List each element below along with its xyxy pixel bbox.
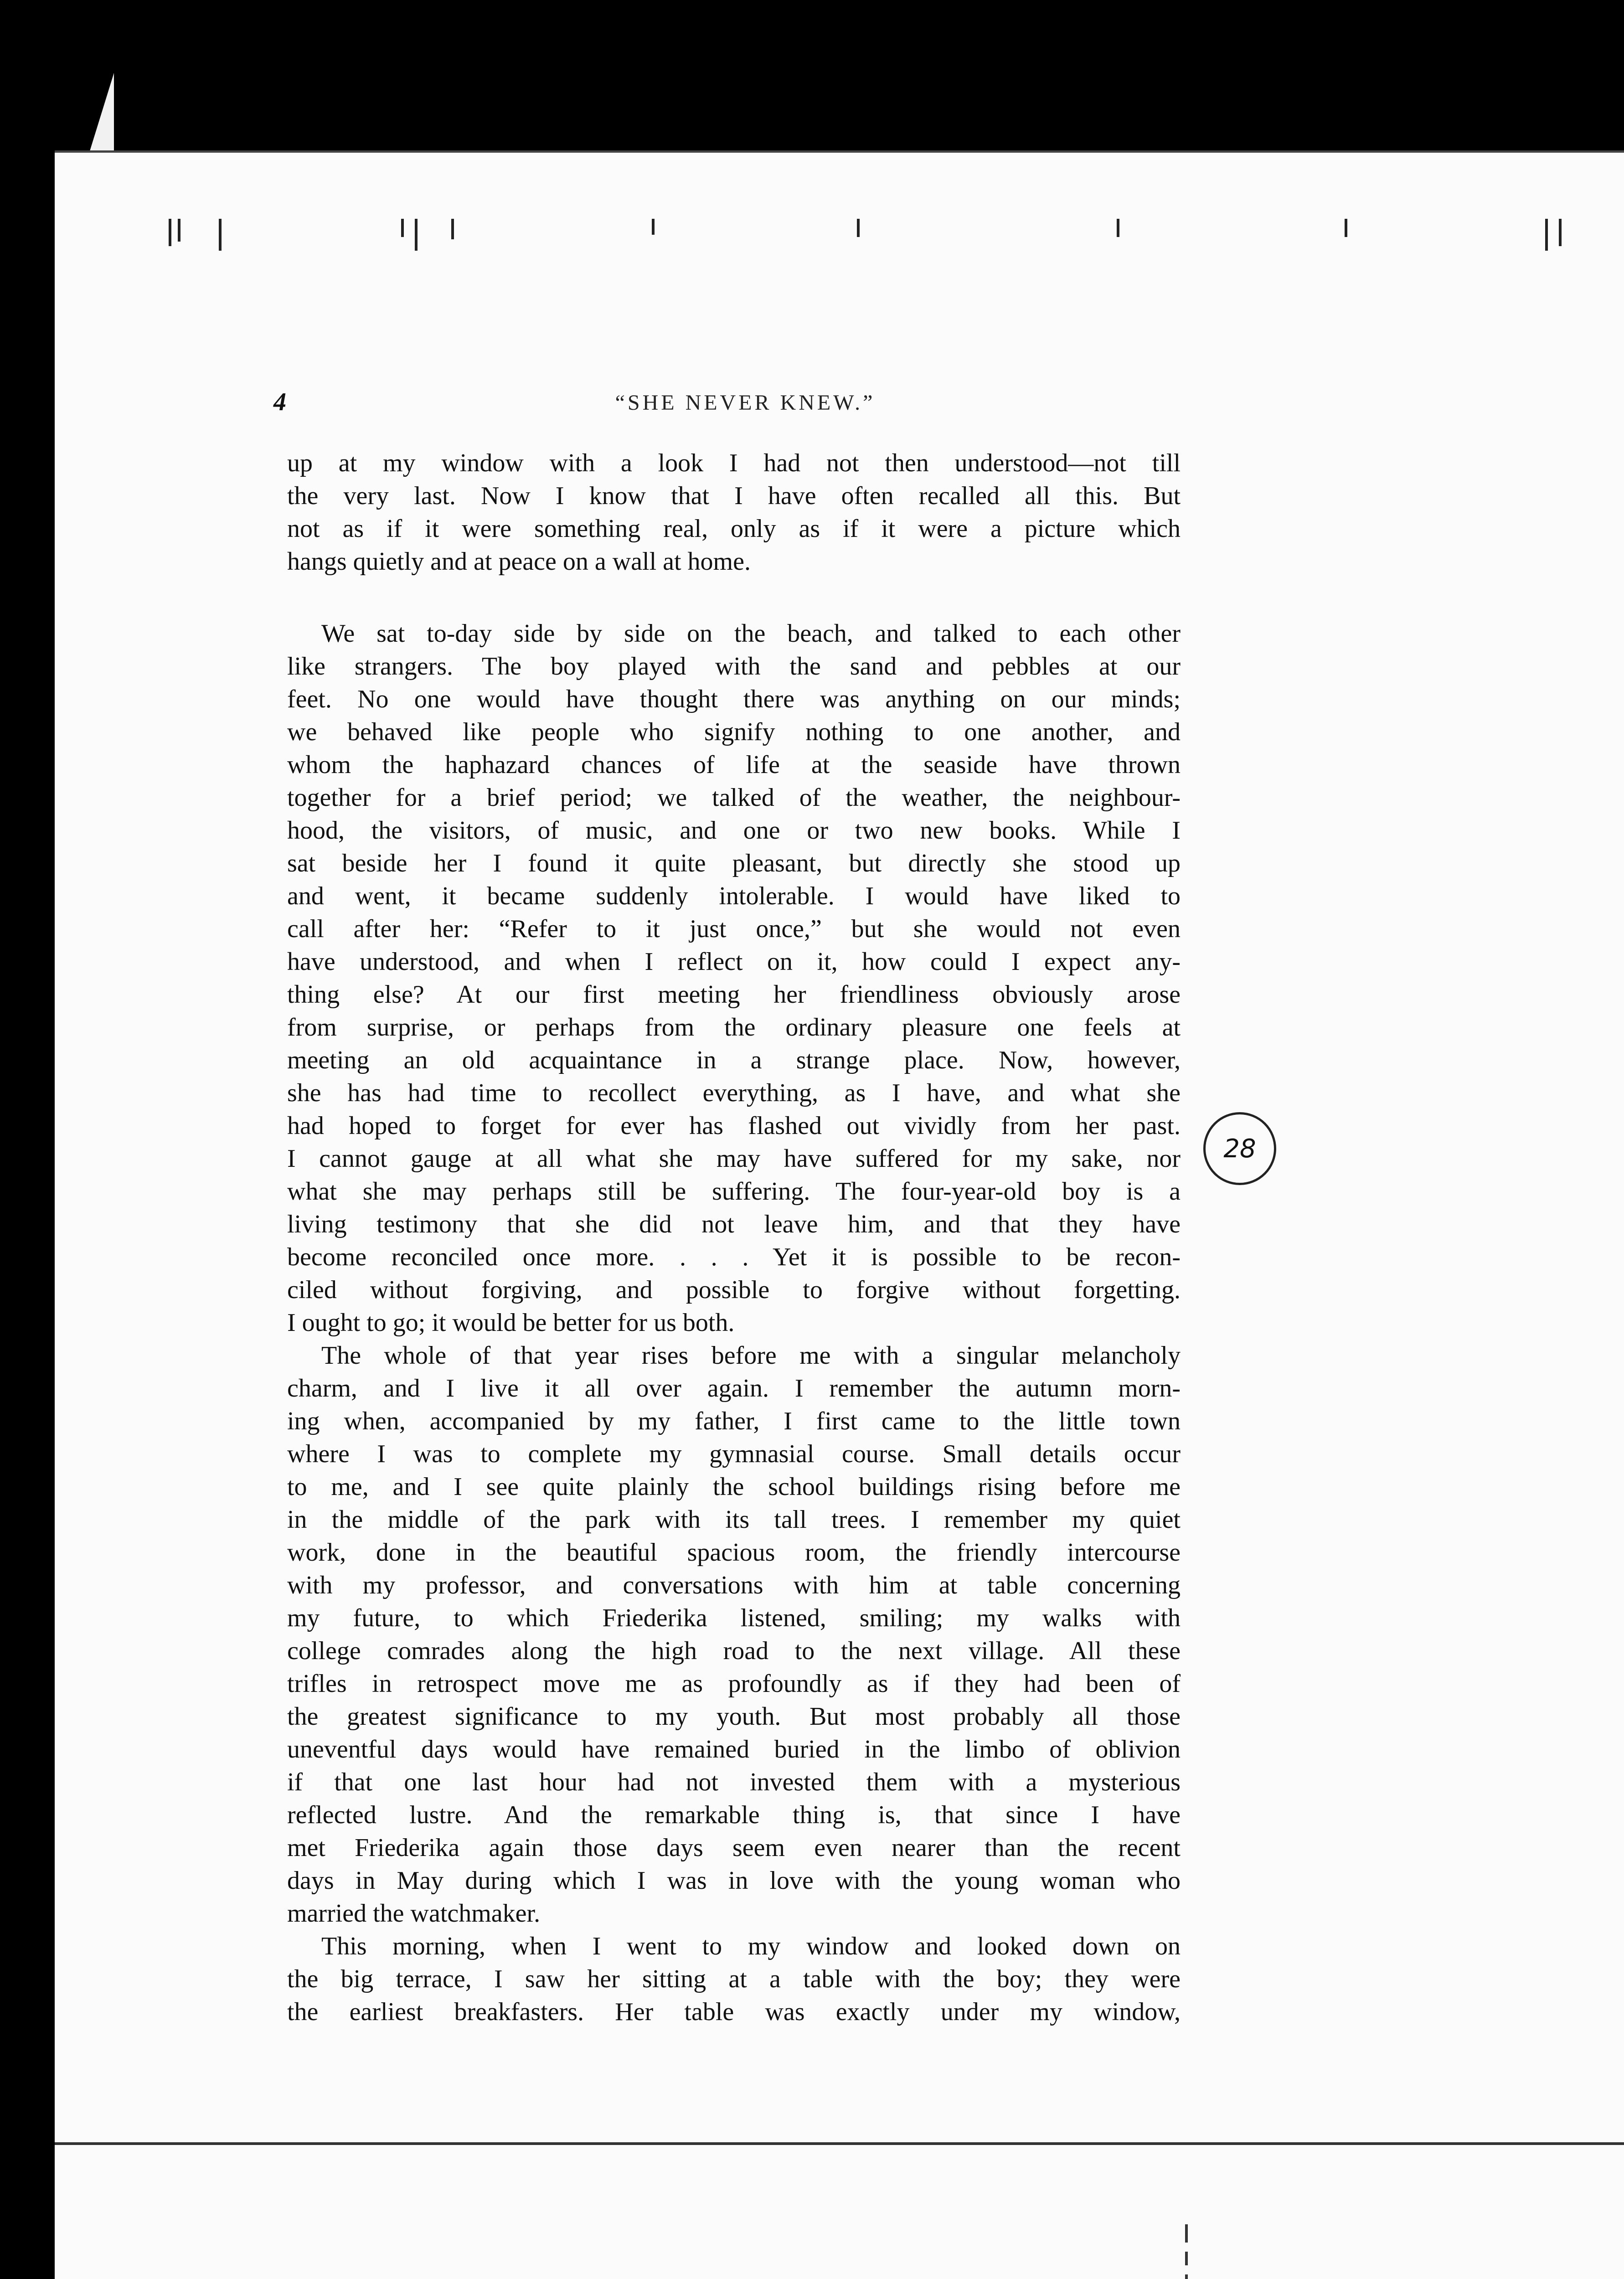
text-line: the very last. Now I know that I have often recalled all this. But [287,482,1181,510]
text-line: my future, to which Friederika listened, smiling; my walks with [287,1604,1181,1632]
text-line: up at my window with a look I had not then understood—not till [287,449,1181,477]
body-text [287,447,1181,2028]
scan-bottom-marks [1185,2224,1194,2279]
text-line: and went, it became suddenly intolerable. I would have liked to [287,882,1181,910]
text-line: call after her: “Refer to it just once,” but she would not even [287,915,1181,943]
text-line: with my professor, and conversations with him at table concerning [287,1571,1181,1599]
text-line: in the middle of the park with its tall trees. I remember my quiet [287,1506,1181,1534]
text-line: have understood, and when I reflect on it, how could I expect any- [287,948,1181,976]
text-line: from surprise, or perhaps from the ordinary pleasure one feels at [287,1013,1181,1042]
text-line: together for a brief period; we talked of the weather, the neighbour- [287,784,1181,812]
text-line: hood, the visitors, of music, and one or two new books. While I [287,816,1181,845]
text-line: ciled without forgiving, and possible to forgive without forgetting. [287,1276,1181,1304]
text-line: if that one last hour had not invested them with a mysterious [287,1768,1181,1796]
page-bottom-edge [55,2142,1624,2145]
text-line: become reconciled once more. . . . Yet it is possible to be recon- [287,1243,1181,1271]
text-line: the big terrace, I saw her sitting at a table with the boy; they were [287,1965,1181,1993]
text-line: what she may perhaps still be suffering. The four-year-old boy is a [287,1177,1181,1206]
text-line: The whole of that year rises before me with a singular melancholy [321,1341,1181,1370]
text-line: college comrades along the high road to the next village. All these [287,1637,1181,1665]
text-line: I ought to go; it would be better for us both. [287,1309,735,1337]
text-line: meeting an old acquaintance in a strange place. Now, however, [287,1046,1181,1074]
text-line: I cannot gauge at all what she may have suffered for my sake, nor [287,1145,1181,1173]
text-line: the earliest breakfasters. Her table was exactly under my window, [287,1998,1181,2026]
text-line: days in May during which I was in love with the young woman who [287,1867,1181,1895]
running-title: “SHE NEVER KNEW.” [615,391,876,415]
handwritten-margin-note: 28 [1203,1112,1276,1185]
text-line: we behaved like people who signify nothing to one another, and [287,718,1181,746]
text-line: whom the haphazard chances of life at the seaside have thrown [287,751,1181,779]
text-line: ing when, accompanied by my father, I first came to the little town [287,1407,1181,1435]
text-line: she has had time to recollect everything, as I have, and what she [287,1079,1181,1107]
text-line: where I was to complete my gymnasial course. Small details occur [287,1440,1181,1468]
text-line: trifles in retrospect move me as profoundly as if they had been of [287,1670,1181,1698]
text-line: charm, and I live it all over again. I remember the autumn morn- [287,1374,1181,1402]
text-line: met Friederika again those days seem even nearer than the recent [287,1834,1181,1862]
text-line: had hoped to forget for ever has flashed out vividly from her past. [287,1112,1181,1140]
text-line: reflected lustre. And the remarkable thing is, that since I have [287,1801,1181,1829]
text-line: living testimony that she did not leave him, and that they have [287,1210,1181,1238]
paragraph-gap [287,578,1181,617]
text-line: not as if it were something real, only as if it were a picture which [287,515,1181,543]
page-number: 4 [273,388,286,416]
text-line: the greatest significance to my youth. But most probably all those [287,1702,1181,1731]
text-line: uneventful days would have remained buried in the limbo of oblivion [287,1735,1181,1763]
text-line: feet. No one would have thought there was anything on our minds; [287,685,1181,713]
page-header [273,387,1217,433]
text-line: hangs quietly and at peace on a wall at home. [287,547,751,576]
text-line: married the watchmaker. [287,1899,541,1928]
text-line: This morning, when I went to my window and looked down on [321,1932,1181,1960]
text-line: work, done in the beautiful spacious room, the friendly intercourse [287,1538,1181,1567]
text-line: We sat to-day side by side on the beach, and talked to each other [321,619,1181,648]
text-line: sat beside her I found it quite pleasant, but directly she stood up [287,849,1181,877]
text-line: like strangers. The boy played with the sand and pebbles at our [287,652,1181,681]
scan-top-marks [160,219,1595,273]
text-line: thing else? At our first meeting her friendliness obviously arose [287,980,1181,1009]
text-line: to me, and I see quite plainly the school buildings rising before me [287,1473,1181,1501]
